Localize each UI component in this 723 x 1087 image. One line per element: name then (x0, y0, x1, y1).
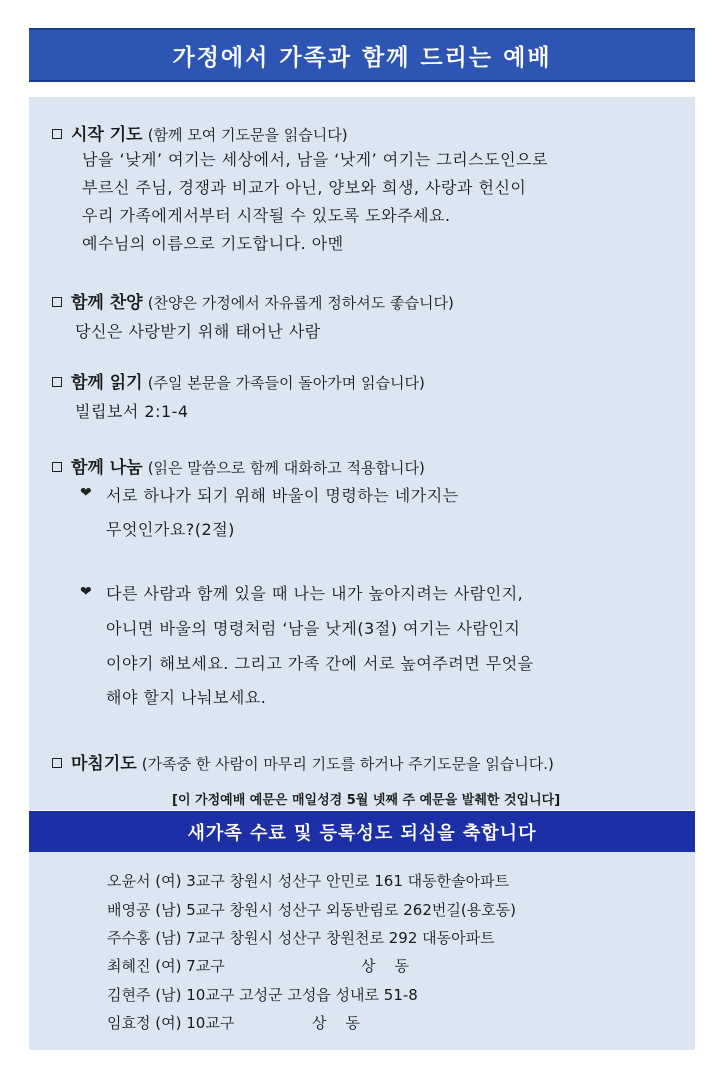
section-title: 함께 찬양 (71, 293, 143, 313)
banner-title: 새가족 수료 및 등록성도 되심을 축합니다 (187, 822, 537, 844)
member-row (107, 955, 410, 976)
member-row (107, 927, 495, 948)
section-note: (읽은 말씀으로 함께 대화하고 적용합니다) (147, 459, 425, 477)
member-name: 주수홍 (107, 929, 151, 947)
checkbox-icon (52, 377, 62, 387)
member-detail: 5교구 창원시 성산구 외동반림로 262번길(용호동) (186, 901, 517, 919)
question-line: 해야 할지 나눠보세요. (106, 688, 267, 707)
member-gender: (여) (155, 872, 182, 890)
member-name: 임효정 (107, 1014, 151, 1032)
member-gender: (남) (155, 901, 182, 919)
member-gender: (남) (155, 986, 182, 1004)
question-line: 서로 하나가 되기 위해 바울이 명령하는 네가지는 (106, 486, 459, 505)
member-row (107, 984, 418, 1005)
member-detail: 10교구 (186, 1014, 235, 1032)
member-detail: 10교구 고성군 고성읍 성내로 51-8 (186, 986, 418, 1004)
member-gender: (여) (155, 957, 182, 975)
heart-icon: ❤ (80, 485, 92, 501)
member-same-address: 상 동 (361, 957, 410, 975)
member-name: 김현주 (107, 986, 151, 1004)
member-row (107, 1012, 361, 1033)
member-name: 오윤서 (107, 872, 151, 890)
section-sharing-heading (52, 453, 425, 478)
section-note: (찬양은 가정에서 자유롭게 정하셔도 좋습니다) (147, 294, 454, 312)
heart-icon: ❤ (80, 584, 92, 600)
section-closing-prayer-heading (52, 749, 554, 774)
page-title: 가정에서 가족과 함께 드리는 예배 (172, 44, 552, 71)
section-note: (함께 모여 기도문을 읽습니다) (147, 126, 348, 144)
question-line: 이야기 해보세요. 그리고 가족 간에 서로 높여주려면 무엇을 (106, 654, 534, 673)
section-title: 함께 읽기 (71, 373, 143, 393)
section-title: 함께 나눔 (71, 458, 143, 478)
prayer-line: 남을 ‘낮게’ 여기는 세상에서, 남을 ‘낫게’ 여기는 그리스도인으로 (82, 150, 548, 169)
member-name: 배영공 (107, 901, 151, 919)
member-gender: (여) (155, 1014, 182, 1032)
member-detail: 7교구 (186, 957, 225, 975)
question-line: 무엇인가요?(2절) (106, 520, 235, 539)
praise-song: 당신은 사랑받기 위해 태어난 사람 (75, 322, 321, 341)
prayer-line: 예수님의 이름으로 기도합니다. 아멘 (82, 234, 344, 253)
section-title: 시작 기도 (71, 125, 143, 145)
member-detail: 3교구 창원시 성산구 안민로 161 대동한솔아파트 (186, 872, 510, 890)
section-note: (주일 본문을 가족들이 돌아가며 읽습니다) (147, 374, 425, 392)
prayer-line: 부르신 주님, 경쟁과 비교가 아닌, 양보와 희생, 사랑과 헌신이 (82, 178, 527, 197)
member-detail: 7교구 창원시 성산구 창원천로 292 대동아파트 (186, 929, 495, 947)
checkbox-icon (52, 297, 62, 307)
new-member-banner (29, 811, 695, 852)
member-name: 최혜진 (107, 957, 151, 975)
prayer-line: 우리 가족에게서부터 시작될 수 있도록 도와주세요. (82, 206, 451, 225)
member-row (107, 870, 509, 891)
checkbox-icon (52, 129, 62, 139)
section-note: (가족중 한 사람이 마무리 기도를 하거나 주기도문을 읽습니다.) (141, 755, 554, 773)
member-gender: (남) (155, 929, 182, 947)
section-title: 마침기도 (71, 754, 137, 774)
scripture-reference: 빌립보서 2:1-4 (75, 402, 189, 421)
question-line: 다른 사람과 함께 있을 때 나는 내가 높아지려는 사람인지, (106, 584, 524, 603)
source-footnote: [이 가정예배 예문은 매일성경 5월 넷째 주 예문을 발췌한 것입니다] (172, 793, 561, 808)
question-line: 아니면 바울의 명령처럼 ‘남을 낫게(3절) 여기는 사람인지 (106, 619, 521, 638)
section-reading-heading (52, 368, 425, 393)
section-opening-prayer-heading (52, 120, 348, 145)
member-same-address: 상 동 (312, 1014, 361, 1032)
section-praise-heading (52, 288, 454, 313)
member-row (107, 899, 516, 920)
checkbox-icon (52, 462, 62, 472)
page-title-bar (29, 28, 695, 82)
checkbox-icon (52, 758, 62, 768)
